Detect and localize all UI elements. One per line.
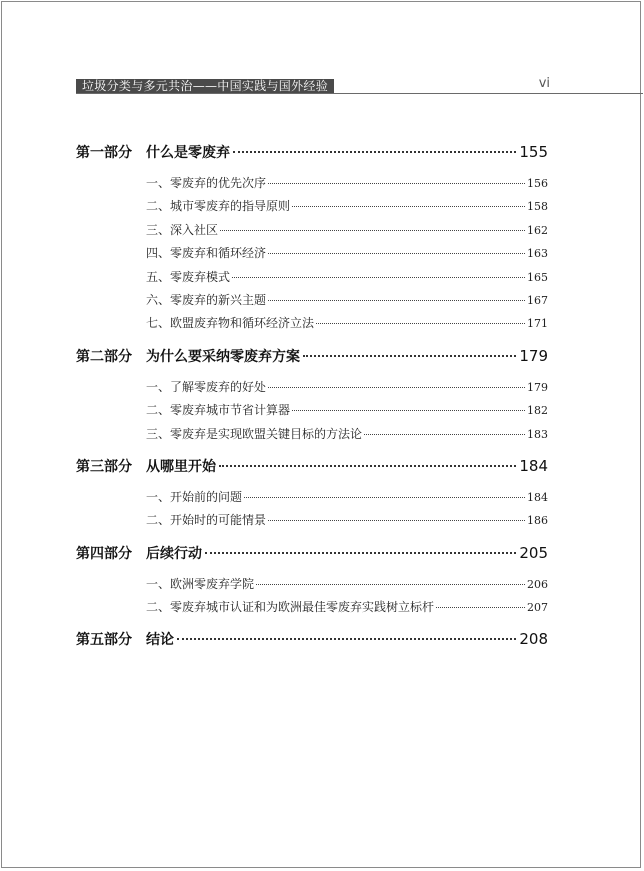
dot-leader [233,151,516,153]
part-title: 结论 [146,632,174,649]
entry-page: 186 [527,514,548,528]
entry-title: 一、了解零废弃的好处 [146,379,267,394]
toc-entry[interactable] [146,488,548,511]
dot-leader [268,300,525,301]
toc-items [76,488,548,535]
entry-title: 一、零废弃的优先次序 [146,176,267,190]
dot-leader [268,183,525,184]
part-number: 第五部分 [76,632,132,649]
part-page: 184 [519,456,548,475]
toc-entry[interactable] [146,268,548,291]
toc-entry[interactable] [146,221,548,244]
toc-items [76,575,548,622]
entry-title: 二、零废弃城市认证和为欧洲最佳零废弃实践树立标杆 [146,600,435,615]
toc-part-heading[interactable] [76,456,548,480]
toc-items [76,378,548,448]
toc-part-2 [76,346,548,448]
part-title: 什么是零废弃 [146,145,230,161]
toc-entry[interactable] [146,598,548,621]
toc-entry[interactable] [146,511,548,534]
entry-title: 一、开始前的问题 [146,489,243,504]
dot-leader [303,355,516,357]
header-rule [76,93,643,94]
toc-entry[interactable] [146,244,548,267]
entry-page: 184 [527,490,548,504]
toc-part-heading[interactable] [76,629,548,653]
dot-leader [316,323,525,324]
entry-title: 四、零废弃和循环经济 [146,246,267,261]
entry-title: 一、欧洲零废弃学院 [146,576,255,591]
part-title: 为什么要采纳零废弃方案 [146,348,300,365]
dot-leader [219,465,516,467]
entry-page: 207 [527,601,548,615]
toc-items [76,174,548,338]
part-title: 从哪里开始 [146,458,216,475]
part-title: 后续行动 [146,545,202,562]
toc-part-heading[interactable] [76,142,548,166]
dot-leader [268,253,525,254]
dot-leader [268,387,525,388]
dot-leader [177,638,516,640]
entry-title: 六、零废弃的新兴主题 [146,292,267,307]
part-number: 第三部分 [76,458,132,475]
table-of-contents [76,142,548,661]
entry-title: 二、城市零废弃的指导原则 [146,199,291,214]
running-header-title: 垃圾分类与多元共治——中国实践与国外经验 [76,79,334,94]
dot-leader [292,206,525,207]
dot-leader [244,497,525,498]
entry-title: 三、零废弃是实现欧盟关键目标的方法论 [146,426,363,441]
toc-entry[interactable] [146,401,548,424]
toc-entry[interactable] [146,425,548,448]
entry-title: 五、零废弃模式 [146,269,231,284]
toc-part-5 [76,629,548,653]
toc-part-3 [76,456,548,535]
part-number: 第二部分 [76,348,132,365]
entry-title: 二、零废弃城市节省计算器 [146,403,291,418]
toc-entry[interactable] [146,174,548,197]
part-page: 179 [519,346,548,365]
part-page: 155 [519,143,548,161]
entry-page: 183 [527,427,548,441]
dot-leader [220,230,525,231]
dot-leader [256,584,525,585]
entry-title: 七、欧盟废弃物和循环经济立法 [146,316,315,331]
entry-page: 158 [527,200,548,214]
toc-entry[interactable] [146,575,548,598]
entry-title: 二、开始时的可能情景 [146,513,267,528]
dot-leader [232,277,525,278]
entry-title: 三、深入社区 [146,222,219,237]
entry-page: 206 [527,577,548,591]
entry-page: 156 [527,177,548,190]
toc-part-heading[interactable] [76,346,548,370]
part-number: 第四部分 [76,545,132,562]
dot-leader [205,552,516,554]
toc-part-heading[interactable] [76,543,548,567]
entry-page: 162 [527,223,548,237]
entry-page: 163 [527,247,548,261]
entry-page: 182 [527,404,548,418]
toc-entry[interactable] [146,197,548,220]
page-number: vi [538,76,550,91]
toc-entry[interactable] [146,291,548,314]
toc-part-4 [76,543,548,622]
toc-entry[interactable] [146,378,548,401]
entry-page: 167 [527,293,548,307]
part-page: 205 [519,543,548,562]
toc-part-1 [76,142,548,338]
dot-leader [292,410,525,411]
dot-leader [268,520,525,521]
entry-page: 171 [527,317,548,331]
dot-leader [364,434,525,435]
toc-entry[interactable] [146,314,548,337]
entry-page: 179 [527,380,548,394]
dot-leader [436,607,525,608]
part-number: 第一部分 [76,145,132,161]
entry-page: 165 [527,270,548,284]
part-page: 208 [519,630,548,649]
